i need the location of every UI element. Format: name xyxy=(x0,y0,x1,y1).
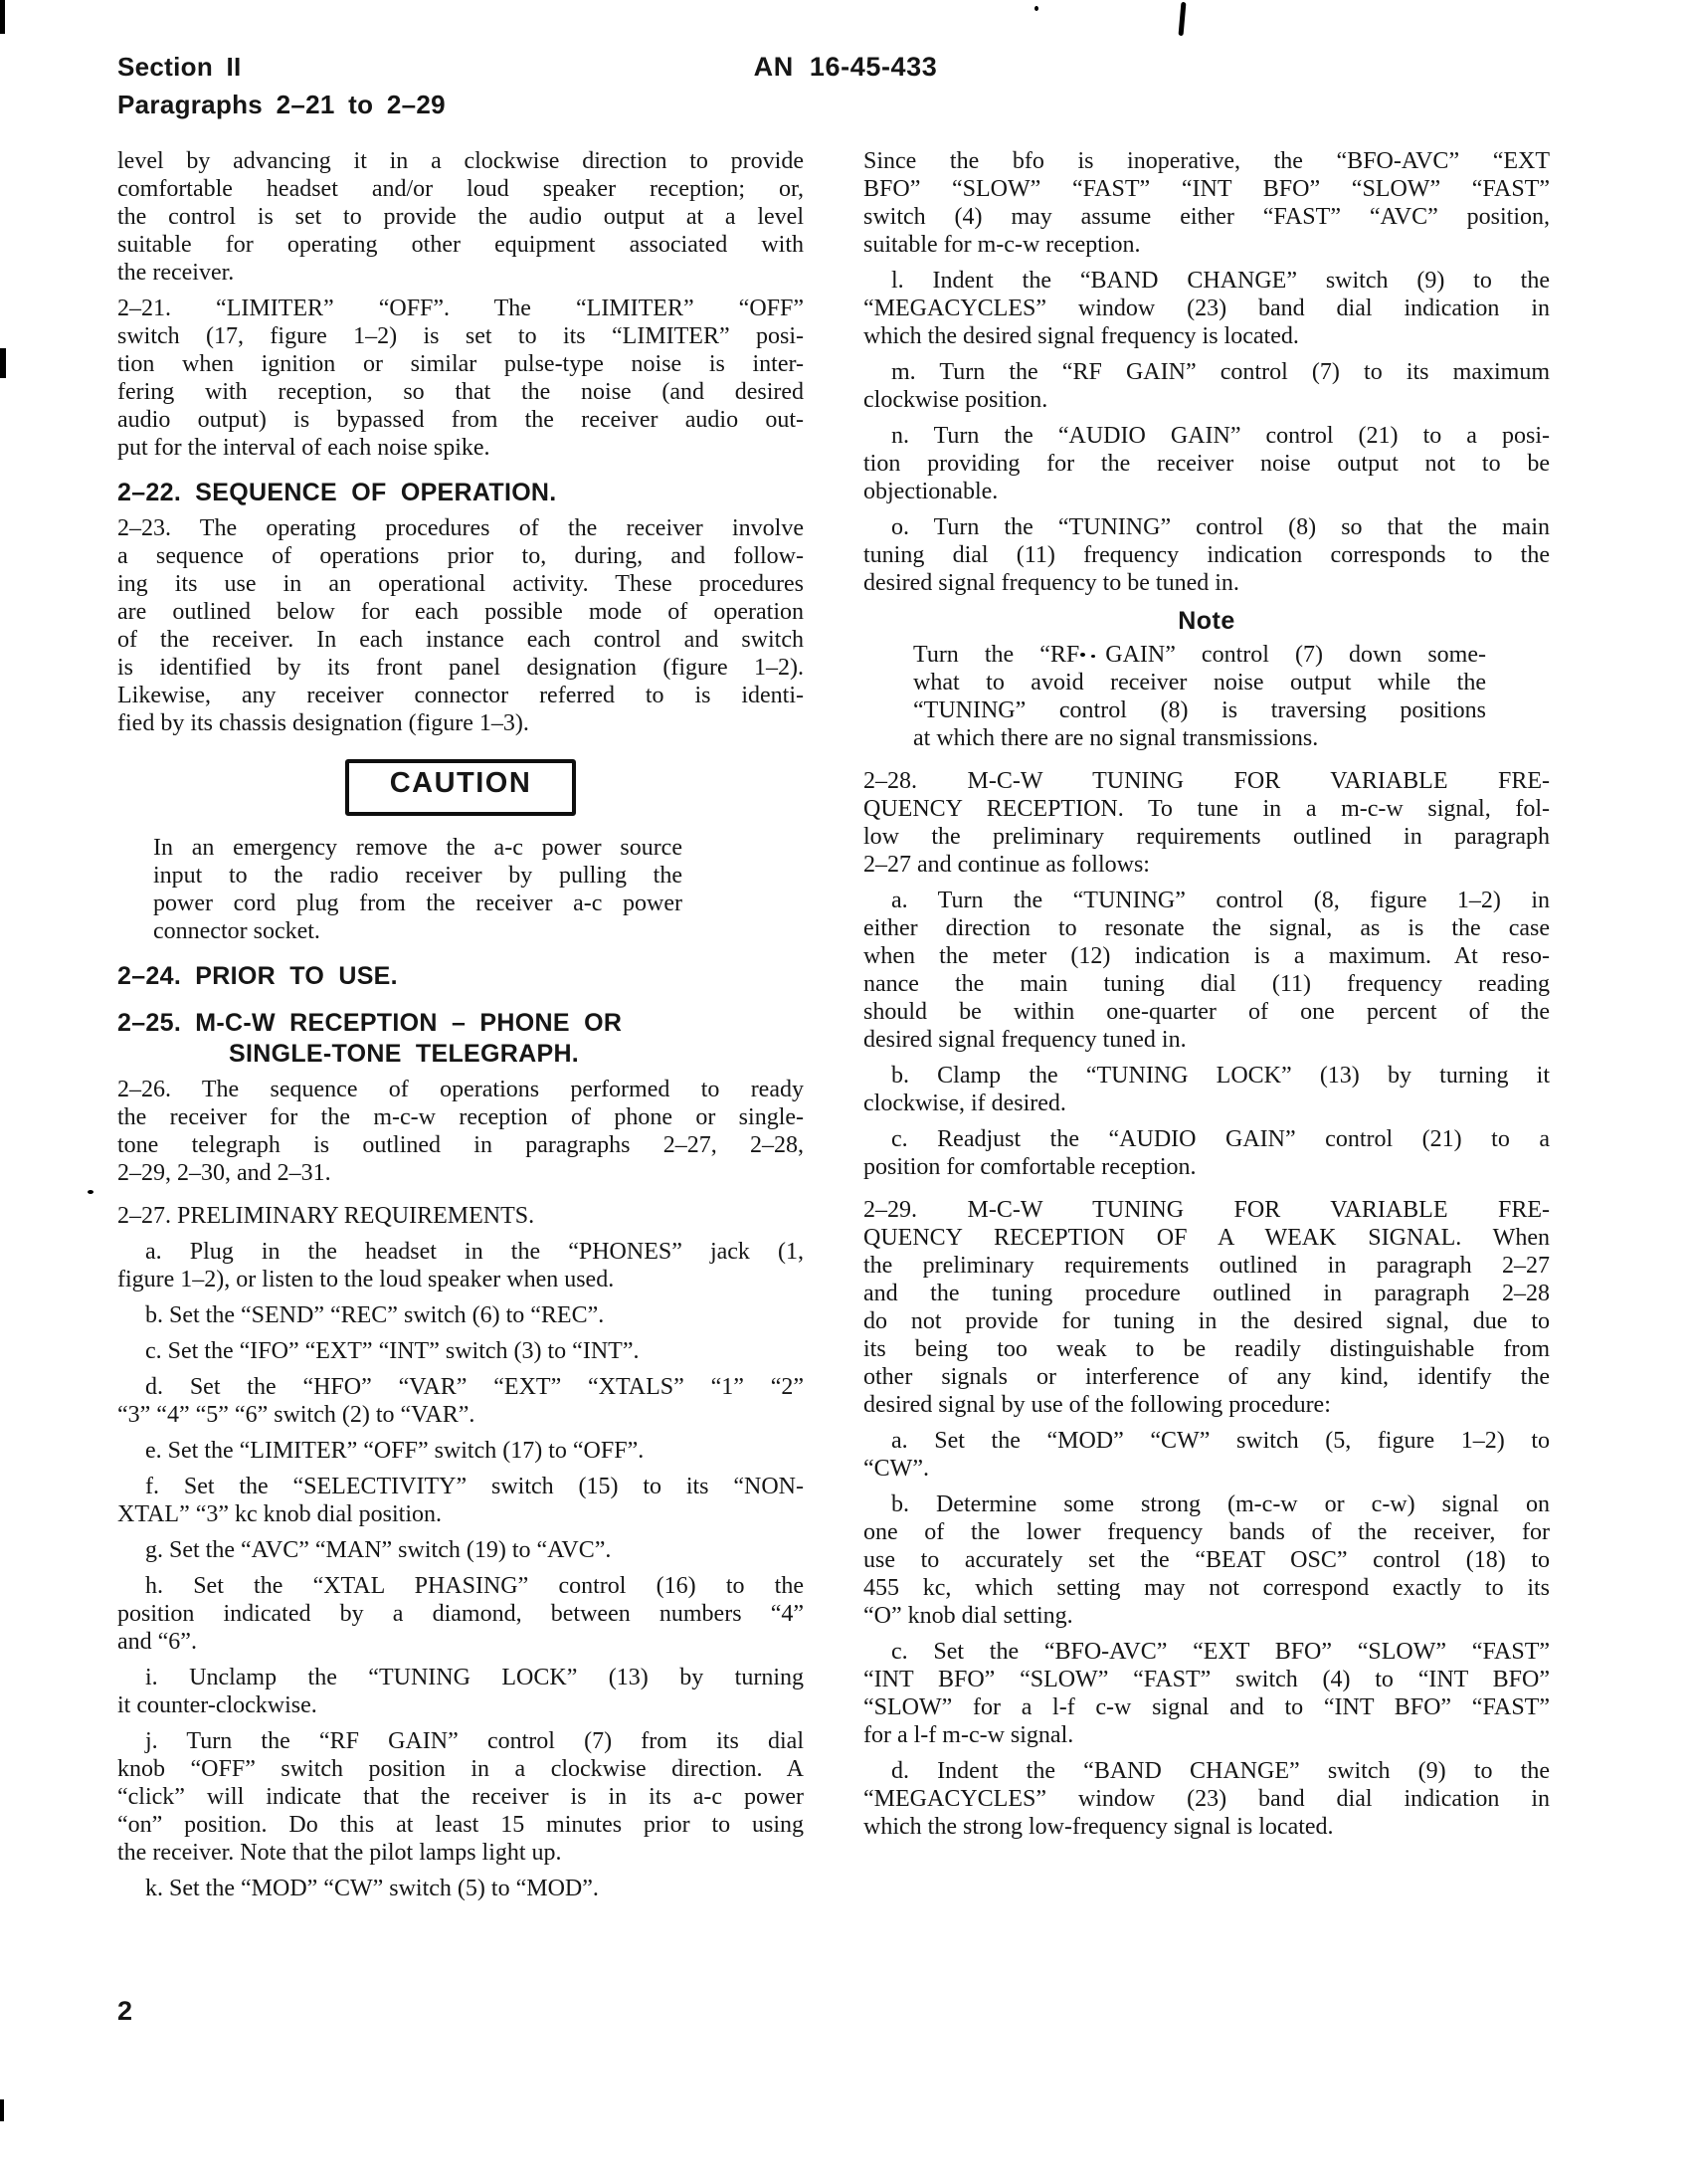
text-line: what to avoid receiver noise output while the xyxy=(913,670,1486,695)
text-line: ing its use in an operational activity. These procedures xyxy=(117,571,804,597)
text-line: desired signal by use of the following procedure: xyxy=(863,1392,1331,1418)
caution-box xyxy=(345,759,576,816)
text-line: 2–22. SEQUENCE OF OPERATION. xyxy=(117,479,557,506)
left-column xyxy=(117,147,804,1910)
text-line: objectionable. xyxy=(863,479,999,504)
text-line: a sequence of operations prior to, during, and follow- xyxy=(117,543,804,569)
right-column xyxy=(863,147,1550,1910)
section-heading xyxy=(117,1008,804,1070)
list-item xyxy=(863,1490,1550,1630)
list-item xyxy=(863,1757,1550,1841)
text-line: 2–28. M-C-W TUNING FOR VARIABLE FRE- xyxy=(863,768,1550,794)
text-line: 2–27. PRELIMINARY REQUIREMENTS. xyxy=(117,1203,535,1229)
text-line: “click” will indicate that the receiver is in its a-c power xyxy=(117,1784,804,1810)
text-line: l. Indent the “BAND CHANGE” switch (9) to the xyxy=(891,268,1550,294)
text-line: fied by its chassis designation (figure 1–3). xyxy=(117,710,529,736)
text-line: at which there are no signal transmissions. xyxy=(913,725,1319,751)
text-line: for a l-f m-c-w signal. xyxy=(863,1722,1074,1748)
doc-number: AN 16-45-433 xyxy=(753,52,938,82)
paragraph xyxy=(117,1076,804,1187)
text-line: which the desired signal frequency is located. xyxy=(863,323,1299,349)
text-line: g. Set the “AVC” “MAN” switch (19) to “AVC”. xyxy=(145,1537,612,1563)
text-line: tion when ignition or similar pulse-type noise is inter- xyxy=(117,351,804,377)
list-item xyxy=(863,1638,1550,1749)
text-line: is identified by its front panel designation (figure 1–2). xyxy=(117,655,804,681)
text-line: c. Set the “BFO-AVC” “EXT BFO” “SLOW” “FAST” xyxy=(891,1639,1550,1665)
paragraph xyxy=(863,1196,1550,1419)
text-line: put for the interval of each noise spike. xyxy=(117,435,490,461)
text-line: switch (17, figure 1–2) is set to its “LIMITER” posi- xyxy=(117,323,804,349)
page-number: 2 xyxy=(117,1996,133,2026)
text-line: and “6”. xyxy=(117,1629,197,1655)
list-item xyxy=(117,1301,804,1329)
text-line: the receiver. xyxy=(117,260,235,286)
scan-artifact xyxy=(1179,2,1187,36)
text-line: it counter-clockwise. xyxy=(117,1692,317,1718)
list-item xyxy=(863,422,1550,505)
list-item xyxy=(117,1536,804,1564)
text-line: “SLOW” for a l-f c-w signal and to “INT BFO” “FAST” xyxy=(863,1694,1550,1720)
text-line: a. Plug in the headset in the “PHONES” jack (1, xyxy=(145,1239,804,1265)
text-line: low the preliminary requirements outlined in paragraph xyxy=(863,824,1550,850)
list-item xyxy=(863,267,1550,350)
text-line: the control is set to provide the audio output at a level xyxy=(117,204,804,230)
text-line: 2–23. The operating procedures of the receiver involve xyxy=(117,515,804,541)
text-line: position for comfortable reception. xyxy=(863,1154,1197,1180)
text-line: the receiver. Note that the pilot lamps light up. xyxy=(117,1840,562,1866)
text-line: a. Set the “MOD” “CW” switch (5, figure 1–2) to xyxy=(891,1428,1550,1454)
text-line: the receiver for the m-c-w reception of phone or single- xyxy=(117,1104,804,1130)
section-heading xyxy=(117,478,804,508)
text-line: power cord plug from the receiver a-c power xyxy=(153,891,682,916)
text-line: “CW”. xyxy=(863,1456,929,1482)
list-item xyxy=(117,1664,804,1719)
list-item xyxy=(863,513,1550,597)
text-line: “O” knob dial setting. xyxy=(863,1603,1073,1629)
text-line: input to the radio receiver by pulling the xyxy=(153,863,682,889)
list-item xyxy=(117,1337,804,1365)
text-line: CAUTION xyxy=(389,769,532,799)
scan-artifact xyxy=(0,348,6,378)
list-item xyxy=(863,887,1550,1054)
text-line: Since the bfo is inoperative, the “BFO-AVC” “EXT xyxy=(863,148,1550,174)
text-line: BFO” “SLOW” “FAST” “INT BFO” “SLOW” “FAST” xyxy=(863,176,1550,202)
text-line: 2–26. The sequence of operations performed to ready xyxy=(117,1077,804,1102)
text-line: knob “OFF” switch position in a clockwise direction. A xyxy=(117,1756,804,1782)
text-line: of the receiver. In each instance each control and switch xyxy=(117,627,804,653)
inset-paragraph xyxy=(913,641,1486,752)
text-line: SINGLE-TONE TELEGRAPH. xyxy=(229,1040,580,1068)
text-line: the preliminary requirements outlined in paragraph 2–27 xyxy=(863,1253,1550,1279)
scan-artifact xyxy=(0,0,5,34)
text-line: m. Turn the “RF GAIN” control (7) to its maximum xyxy=(891,359,1550,385)
text-line: e. Set the “LIMITER” “OFF” switch (17) to “OFF”. xyxy=(145,1438,645,1464)
text-line: one of the lower frequency bands of the receiver, for xyxy=(863,1519,1550,1545)
text-line: In an emergency remove the a-c power source xyxy=(153,835,682,861)
text-line: b. Clamp the “TUNING LOCK” (13) by turning it xyxy=(891,1063,1550,1089)
paragraph xyxy=(117,1202,804,1230)
text-line: “3” “4” “5” “6” switch (2) to “VAR”. xyxy=(117,1402,475,1428)
text-line: 2–25. M-C-W RECEPTION – PHONE OR xyxy=(117,1009,623,1037)
text-line: desired signal frequency to be tuned in. xyxy=(863,570,1239,596)
text-line: Turn the “RF GAIN” control (7) down some- xyxy=(913,642,1486,668)
text-line: suitable for operating other equipment associated with xyxy=(117,232,804,258)
text-line: other signals or interference of any kind, identify the xyxy=(863,1364,1550,1390)
text-line: h. Set the “XTAL PHASING” control (16) to the xyxy=(145,1573,804,1599)
text-line: d. Indent the “BAND CHANGE” switch (9) to the xyxy=(891,1758,1550,1784)
text-line: c. Readjust the “AUDIO GAIN” control (21) to a xyxy=(891,1126,1550,1152)
list-item xyxy=(117,1727,804,1867)
text-line: clockwise position. xyxy=(863,387,1048,413)
text-line: 2–29, 2–30, and 2–31. xyxy=(117,1160,331,1186)
list-item xyxy=(863,1427,1550,1483)
list-item xyxy=(863,358,1550,414)
text-line: 2–27 and continue as follows: xyxy=(863,852,1150,878)
text-line: fering with reception, so that the noise (and desired xyxy=(117,379,804,405)
text-line: o. Turn the “TUNING” control (8) so that the main xyxy=(891,514,1550,540)
text-line: Likewise, any receiver connector referred to is identi- xyxy=(117,683,804,708)
text-line: should be within one-quarter of one percent of the xyxy=(863,999,1550,1025)
text-line: b. Determine some strong (m-c-w or c-w) signal on xyxy=(891,1491,1550,1517)
text-line: 2–29. M-C-W TUNING FOR VARIABLE FRE- xyxy=(863,1197,1550,1223)
paragraph-range: Paragraphs 2–21 to 2–29 xyxy=(117,90,446,119)
text-line: c. Set the “IFO” “EXT” “INT” switch (3) to “INT”. xyxy=(145,1338,640,1364)
text-line: its being too weak to be readily distinguishable from xyxy=(863,1336,1550,1362)
scan-artifact xyxy=(0,2099,4,2121)
list-item xyxy=(117,1373,804,1429)
paragraph xyxy=(863,147,1550,259)
text-line: “MEGACYCLES” window (23) band dial indication in xyxy=(863,296,1550,321)
text-line: use to accurately set the “BEAT OSC” control (18) to xyxy=(863,1547,1550,1573)
text-line: j. Turn the “RF GAIN” control (7) from its dial xyxy=(145,1728,804,1754)
list-item xyxy=(117,1437,804,1465)
paragraph xyxy=(117,514,804,737)
text-line: position indicated by a diamond, between numbers “4” xyxy=(117,1601,804,1627)
list-item xyxy=(863,1125,1550,1181)
scan-artifact xyxy=(1034,6,1038,11)
text-line: and the tuning procedure outlined in paragraph 2–28 xyxy=(863,1281,1550,1306)
text-line: clockwise, if desired. xyxy=(863,1091,1066,1116)
text-line: tuning dial (11) frequency indication corresponds to the xyxy=(863,542,1550,568)
two-column-body xyxy=(117,147,1550,1910)
text-line: do not provide for tuning in the desired signal, due to xyxy=(863,1308,1550,1334)
scan-artifact xyxy=(88,1190,94,1194)
text-line: which the strong low-frequency signal is located. xyxy=(863,1814,1334,1840)
paragraph xyxy=(117,295,804,462)
text-line: k. Set the “MOD” “CW” switch (5) to “MOD”. xyxy=(145,1876,599,1901)
text-line: i. Unclamp the “TUNING LOCK” (13) by turning xyxy=(145,1665,804,1690)
list-item xyxy=(117,1572,804,1656)
text-line: b. Set the “SEND” “REC” switch (6) to “REC”. xyxy=(145,1302,605,1328)
list-item xyxy=(117,1473,804,1528)
text-line: are outlined below for each possible mode of operation xyxy=(117,599,804,625)
list-item xyxy=(863,1062,1550,1117)
text-line: comfortable headset and/or loud speaker reception; or, xyxy=(117,176,804,202)
text-line: QUENCY RECEPTION OF A WEAK SIGNAL. When xyxy=(863,1225,1550,1251)
text-line: either direction to resonate the signal, as is the case xyxy=(863,915,1550,941)
inset-paragraph xyxy=(153,834,682,945)
text-line: tone telegraph is outlined in paragraphs 2–27, 2–28, xyxy=(117,1132,804,1158)
text-line: Note xyxy=(1178,607,1235,635)
text-line: “MEGACYCLES” window (23) band dial indication in xyxy=(863,1786,1550,1812)
section-heading xyxy=(117,961,804,992)
text-line: “on” position. Do this at least 15 minutes prior to using xyxy=(117,1812,804,1838)
text-line: “INT BFO” “SLOW” “FAST” switch (4) to “INT BFO” xyxy=(863,1667,1550,1692)
text-line: suitable for m-c-w reception. xyxy=(863,232,1141,258)
text-line: “TUNING” control (8) is traversing positions xyxy=(913,697,1486,723)
text-line: 2–24. PRIOR TO USE. xyxy=(117,962,398,990)
text-line: tion providing for the receiver noise output not to be xyxy=(863,451,1550,477)
text-line: connector socket. xyxy=(153,918,320,944)
paragraph xyxy=(117,147,804,287)
text-line: XTAL” “3” kc knob dial position. xyxy=(117,1501,443,1527)
text-line: d. Set the “HFO” “VAR” “EXT” “XTALS” “1” “2” xyxy=(145,1374,804,1400)
text-line: 455 kc, which setting may not correspond exactly to its xyxy=(863,1575,1550,1601)
text-line: QUENCY RECEPTION. To tune in a m-c-w signal, fol- xyxy=(863,796,1550,822)
text-line: nance the main tuning dial (11) frequency reading xyxy=(863,971,1550,997)
text-line: a. Turn the “TUNING” control (8, figure 1–2) in xyxy=(891,888,1550,913)
text-line: audio output) is bypassed from the receiver audio out- xyxy=(117,407,804,433)
note-heading xyxy=(863,607,1550,637)
section-label: Section II xyxy=(117,52,242,82)
paragraph xyxy=(863,767,1550,879)
text-line: n. Turn the “AUDIO GAIN” control (21) to a posi- xyxy=(891,423,1550,449)
text-line: f. Set the “SELECTIVITY” switch (15) to its “NON- xyxy=(145,1474,804,1499)
text-line: when the meter (12) indication is a maximum. At reso- xyxy=(863,943,1550,969)
text-line: level by advancing it in a clockwise direction to provide xyxy=(117,148,804,174)
text-line: 2–21. “LIMITER” “OFF”. The “LIMITER” “OFF” xyxy=(117,296,804,321)
list-item xyxy=(117,1875,804,1902)
text-line: figure 1–2), or listen to the loud speaker when used. xyxy=(117,1267,615,1292)
text-line: switch (4) may assume either “FAST” “AVC” position, xyxy=(863,204,1550,230)
list-item xyxy=(117,1238,804,1293)
text-line: desired signal frequency tuned in. xyxy=(863,1027,1187,1053)
